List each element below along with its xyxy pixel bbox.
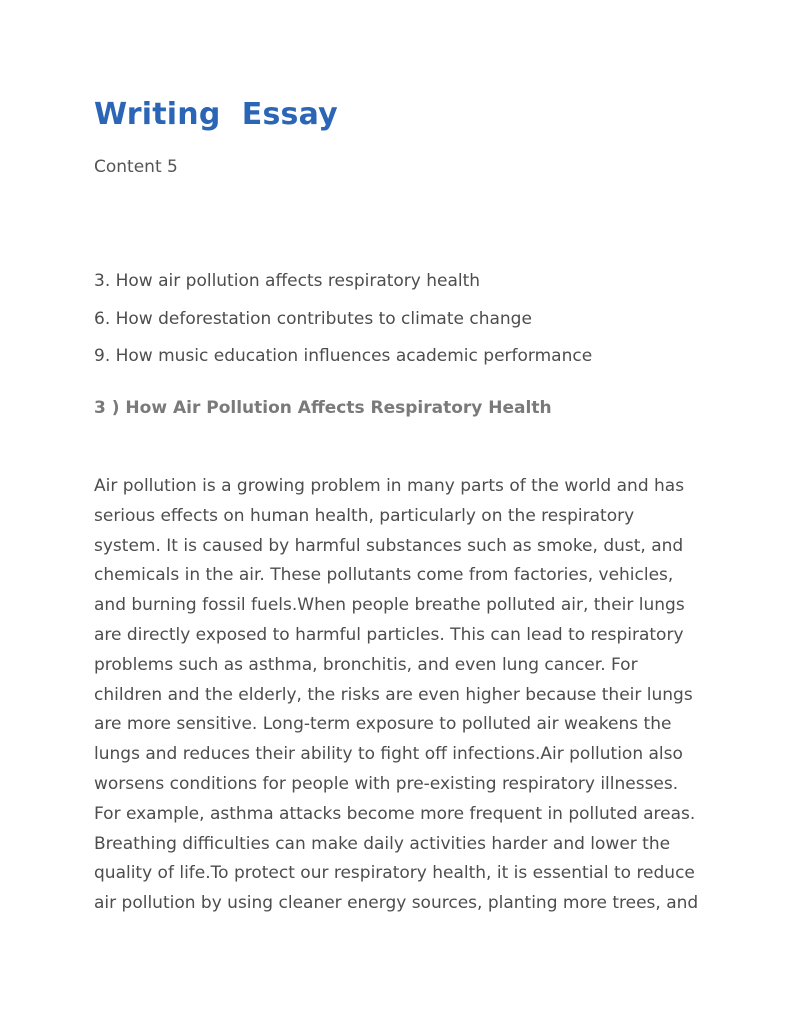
body-line: problems such as asthma, bronchitis, and even lung cancer. For <box>94 654 638 675</box>
body-line: system. It is caused by harmful substances such as smoke, dust, and <box>94 535 684 556</box>
topic-item: 9. How music education influences academic performance <box>94 346 593 366</box>
body-line: chemicals in the air. These pollutants come from factories, vehicles, <box>94 565 674 586</box>
document-subtitle: Content 5 <box>94 157 178 177</box>
body-line: are more sensitive. Long-term exposure to polluted air weakens the <box>94 714 672 735</box>
body-line: Air pollution is a growing problem in many parts of the world and has <box>94 476 685 496</box>
section-heading: 3 ) How Air Pollution Affects Respiratory Health <box>94 398 552 418</box>
topic-item: 6. How deforestation contributes to climate change <box>94 308 532 329</box>
topic-item: 3. How air pollution affects respiratory health <box>94 271 481 291</box>
body-line: are directly exposed to harmful particles. This can lead to respiratory <box>94 624 684 645</box>
body-line: serious effects on human health, particularly on the respiratory <box>94 505 635 526</box>
body-line: lungs and reduces their ability to fight off infections.Air pollution also <box>94 744 683 765</box>
body-line: For example, asthma attacks become more frequent in polluted areas. <box>94 803 696 824</box>
body-line: Breathing difficulties can make daily activities harder and lower the <box>94 833 671 854</box>
essay-body <box>94 472 714 919</box>
body-line: and burning fossil fuels.When people breathe polluted air, their lungs <box>94 595 685 616</box>
body-line: children and the elderly, the risks are even higher because their lungs <box>94 684 693 705</box>
body-line: worsens conditions for people with pre-existing respiratory illnesses. <box>94 773 679 794</box>
body-line: quality of life.To protect our respiratory health, it is essential to reduce <box>94 863 695 884</box>
body-line: air pollution by using cleaner energy sources, planting more trees, and <box>94 893 699 914</box>
document-title: Writing Essay <box>94 97 338 132</box>
topic-list <box>94 269 592 382</box>
